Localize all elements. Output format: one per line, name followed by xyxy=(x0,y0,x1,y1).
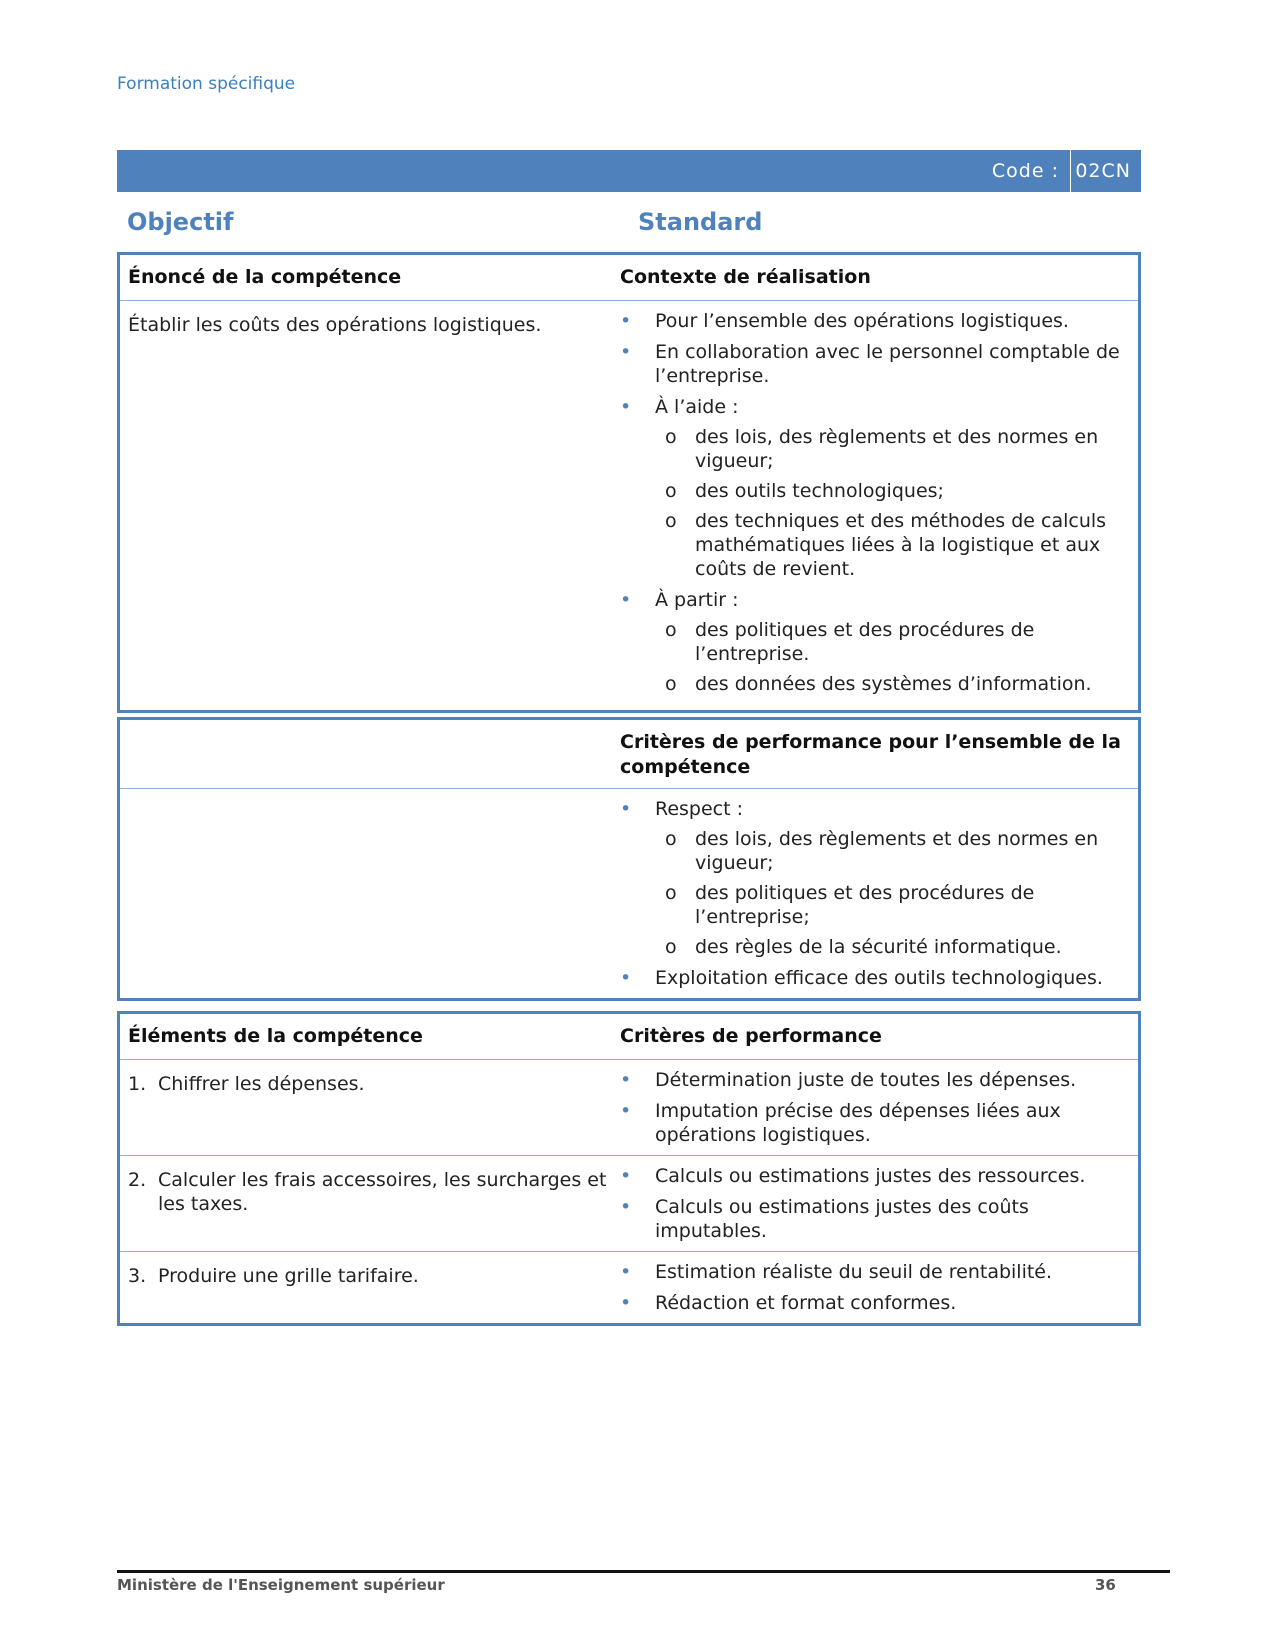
sub-list xyxy=(655,425,1122,581)
table-row xyxy=(120,788,1138,998)
criteres-global-cell xyxy=(620,789,1138,998)
empty-header-cell xyxy=(120,720,620,788)
criteres-header: Critères de performance xyxy=(620,1025,882,1047)
empty-cell xyxy=(120,789,620,998)
criteres-list xyxy=(620,797,1122,990)
elements-table xyxy=(117,1011,1141,1326)
footer-divider xyxy=(117,1570,1170,1573)
sub-list-item: o des techniques et des méthodes de calculs mathématiques liées à la logistique et aux coûts de revient. xyxy=(655,509,1122,581)
list-item: • Rédaction et format conformes. xyxy=(620,1291,1122,1315)
sub-list-item: o des politiques et des procédures de l’entreprise. xyxy=(655,618,1122,666)
table-header-row xyxy=(120,255,1138,300)
code-value: 02CN xyxy=(1075,160,1131,182)
sub-list xyxy=(655,827,1122,959)
element-number: 2. xyxy=(128,1169,147,1191)
criteres-global-header: Critères de performance pour l’ensemble de la compétence xyxy=(620,731,1121,778)
page-number: 36 xyxy=(1095,1576,1116,1594)
list-item: • Calculs ou estimations justes des coûts imputables. xyxy=(620,1195,1122,1243)
sub-list xyxy=(655,618,1122,696)
sub-list-item: o des données des systèmes d’information. xyxy=(655,672,1122,696)
list-item: • Estimation réaliste du seuil de rentabilité. xyxy=(620,1260,1122,1284)
criteria-cell xyxy=(620,1060,1138,1155)
sub-list-item: o des politiques et des procédures de l’entreprise; xyxy=(655,881,1122,929)
element-number: 3. xyxy=(128,1265,147,1287)
element-cell xyxy=(120,1156,620,1251)
table-header-row xyxy=(120,720,1138,788)
element-cell xyxy=(120,1252,620,1323)
enonce-header: Énoncé de la compétence xyxy=(128,266,402,288)
element-cell xyxy=(120,1060,620,1155)
table-row xyxy=(120,1155,1138,1251)
element-text: Calculer les frais accessoires, les surcharges et les taxes. xyxy=(158,1169,607,1215)
code-separator xyxy=(1070,150,1071,192)
objectif-heading: Objectif xyxy=(127,208,234,236)
list-item: • À l’aide : o des lois, des règlements et des normes en vigueur; o des outils technologiques; o des techniques et des méthodes de calculs mathématiques liées à la logistique et aux coûts de revient. xyxy=(620,395,1122,581)
sub-list-item: o des outils technologiques; xyxy=(655,479,1122,503)
contexte-cell xyxy=(620,301,1138,710)
table-row xyxy=(120,1059,1138,1155)
sub-list-item: o des lois, des règlements et des normes en vigueur; xyxy=(655,827,1122,875)
competence-table xyxy=(117,252,1141,713)
criteria-cell xyxy=(620,1156,1138,1251)
sub-list-item: o des règles de la sécurité informatique. xyxy=(655,935,1122,959)
element-text: Chiffrer les dépenses. xyxy=(158,1073,365,1095)
table-row xyxy=(120,1251,1138,1323)
standard-heading: Standard xyxy=(638,208,763,236)
list-item: • À partir : o des politiques et des procédures de l’entreprise. o des données des systèmes d’information. xyxy=(620,588,1122,696)
list-item: • Imputation précise des dépenses liées aux opérations logistiques. xyxy=(620,1099,1122,1147)
performance-global-table xyxy=(117,717,1141,1001)
list-item: • Respect : o des lois, des règlements et des normes en vigueur; o des politiques et des procédures de l’entreprise; o des règles de la sécurité informatique. xyxy=(620,797,1122,959)
competence-statement: Établir les coûts des opérations logistiques. xyxy=(128,314,542,336)
section-title: Formation spécifique xyxy=(117,74,296,94)
list-item: • Pour l’ensemble des opérations logistiques. xyxy=(620,309,1122,333)
code-label: Code : xyxy=(991,160,1059,182)
sub-list-item: o des lois, des règlements et des normes en vigueur; xyxy=(655,425,1122,473)
table-header-row xyxy=(120,1014,1138,1059)
code-bar xyxy=(117,150,1141,192)
element-number: 1. xyxy=(128,1073,147,1095)
elements-header: Éléments de la compétence xyxy=(128,1025,423,1047)
element-text: Produire une grille tarifaire. xyxy=(158,1265,419,1287)
list-item: • Calculs ou estimations justes des ressources. xyxy=(620,1164,1122,1188)
list-item: • Exploitation efficace des outils technologiques. xyxy=(620,966,1122,990)
list-item: • En collaboration avec le personnel comptable de l’entreprise. xyxy=(620,340,1122,388)
table-row xyxy=(120,300,1138,710)
list-item: • Détermination juste de toutes les dépenses. xyxy=(620,1068,1122,1092)
contexte-header: Contexte de réalisation xyxy=(620,266,871,288)
criteria-cell xyxy=(620,1252,1138,1323)
contexte-list xyxy=(620,309,1122,696)
footer-ministry: Ministère de l'Enseignement supérieur xyxy=(117,1576,445,1594)
